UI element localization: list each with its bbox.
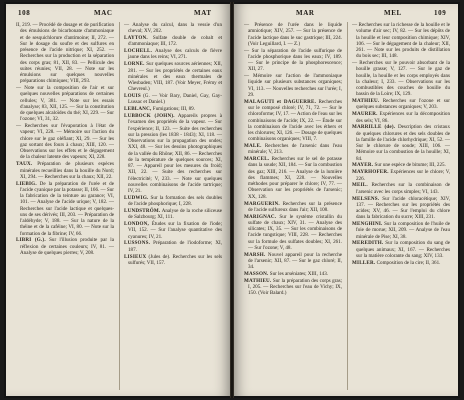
index-entry <box>352 98 450 111</box>
entry-text: Recherches de l'arsenic dans l'eau minérale; V, 213. <box>248 143 342 156</box>
entry-author: LUSSONS. <box>124 240 151 247</box>
entry-author: LUNDSTRÖM. <box>124 208 161 214</box>
index-entry <box>352 22 450 60</box>
index-entry <box>124 113 222 194</box>
entry-text: Sur les arséniates; XIII, 143. <box>269 271 329 278</box>
left-page <box>6 4 230 396</box>
column-divider <box>347 22 348 390</box>
entry-author: MARCEL. <box>244 156 270 163</box>
entry-text: — Note sur la composition de l'air et sur quelques nouvelles préparations de certaines cellules; V, 381. — Note sur les essais d'analyse; 83, XII, 125. — Sur la constitution de quelques alcaloïdes du thé; XI, 229. — Sur l'ozone; VI, 31, 32. <box>16 85 114 123</box>
left-page-header <box>6 9 230 19</box>
column-divider <box>119 22 120 390</box>
index-entry <box>352 124 450 162</box>
index-entry <box>244 201 342 214</box>
entry-text: — Analyse du calcul, dans la vessie d'un cheval; XV, 202. <box>124 22 222 35</box>
entry-author: MEIL. <box>352 182 368 189</box>
entry-author: MATHIEU. <box>244 277 272 284</box>
index-entry <box>352 221 450 240</box>
index-entry <box>16 237 114 256</box>
entry-text: Recherches sur le sel de potasse dans la soude; XII, 184. — Sur la combustion des gaz; XIII, 216. — Analyse de la lumière des flammes; XI, 228. — Nouvelles méthodes pour préparer le chlore; IV, 77. — Observation sur les propriétés de l'arsenic; XX, 128. <box>248 156 342 200</box>
index-entry <box>244 271 342 277</box>
left-page-columns <box>16 22 222 390</box>
index-entry <box>244 156 342 200</box>
entry-text: Sur une espèce de bitume; III, 225. <box>374 162 446 169</box>
entry-author: LOCHELL. <box>124 48 153 55</box>
right-page-header <box>234 9 458 19</box>
entry-text: — Présence de l'urée dans le liquide amniotique; XIV, 257. — Sur la présence de l'acide lactique dans le suc gastrique; III, 224. (Voir Leguillard, I. — Z.) <box>244 22 342 47</box>
right-page <box>234 4 458 396</box>
entry-author: LEBLANC, <box>124 106 152 113</box>
entry-text: Études sur la fixation de l'iode; VII, 152. — Sur l'analyse quantitative des cyanures; IV, 21. <box>128 221 222 240</box>
index-entry <box>244 22 342 47</box>
entry-text: Expériences sur le chlore; V, 226. <box>356 169 450 182</box>
entry-text: Recherches sur le composé chloré; IV, 71, 72. — Sur le chloroforme; IV, 17. — Action de l'eau sur les combinaisons de l'acide; IX, 22. — Étude sur la combinaison de l'acide avec les éthers et les chlorures; XI, 126. — Dosage de quelques combinaisons organiques; VIII, 7. <box>248 98 342 143</box>
index-entry <box>352 182 450 195</box>
entry-author: MELSENS. <box>352 195 380 202</box>
entry-author: LAYTON. <box>124 35 148 42</box>
right-page-columns <box>244 22 450 390</box>
entry-text: Description des cristaux de quelques chlorures et des sels doubles de la famille de l'acide chlorhydrique; XI, 52. — Sur le chlorure de soude; XIII, 106. — Mémoire sur la combustion de la houille; XI, 84. <box>356 124 450 162</box>
entry-text: — Mémoire sur l'action de l'ammoniaque liquide sur plusieurs substances organiques; VI, 113. — Nouvelles recherches sur l'urée; I, 29. <box>244 73 342 98</box>
entry-text: — Recherches sur la richesse de la houille et le volume d'air sec; IV, 82. — Sur les dépôts de la houille et leur composition chimique; XIV, 106. — Sur le dégagement de la chaleur; XII, 261. — Note sur les produits de distillation du bois sec; III, 148. <box>352 22 450 60</box>
entry-text: Sur la préparation des corps gras; I, 205. — Recherches sur l'eau de Vichy; IX, 150. (Voir Balard.) <box>248 277 342 297</box>
index-entry <box>16 123 114 161</box>
entry-text: Recherches sur la présence de l'acide sulfureux dans l'air; XII, 108. <box>248 200 342 213</box>
entry-text: Appareils propres à l'examen des propriétés de la vapeur. — Sur l'expérience; II, 123. — Suite des recherches sur la pression (les 1838 - 1843); XI, 118. — Observations sur la propagation des ondes; XXI, 48. — Sur les dessins photographiques de la vallée du Rhône; XII, 86. — Recherches de la température de quelques sources; XI, 87. — Appareil pour les mesures du froid; XII, 22. — Suite des recherches sur l'électricité; V, 233. — Note sur quelques nouvelles combinaisons de l'acide tartrique; IV, 21. <box>128 113 222 195</box>
entry-author: MENGHINI. <box>352 221 383 228</box>
index-entry <box>244 278 342 297</box>
index-entry <box>124 93 222 106</box>
index-entry <box>352 169 450 182</box>
entry-text: (Jules de). Recherches sur les sels sulfurés; VII, 157. <box>128 253 222 266</box>
entry-text: Sur le système cristallin du sulfate de chaux; XIV, 31. — Analyse des silicates; IX, 35. — Sur les combinaisons de l'acide tungstique; VIII, 228. — Recherches sur la formule des sulfates doubles; XI, 261. — Sur l'ozone; V, 48. <box>248 213 342 251</box>
index-entry <box>124 208 222 221</box>
entry-author: MAYRHOFER. <box>352 169 389 176</box>
entry-author: MARRILLE (de). <box>352 124 396 131</box>
entry-text: Fumigations; III, 89. <box>152 106 195 113</box>
index-entry <box>16 181 114 237</box>
entry-author: LIEBIG. <box>16 180 37 187</box>
left-column-1 <box>16 22 114 390</box>
running-head-left: MAR <box>296 9 315 17</box>
entry-author: LIBRI (G.). <box>16 237 46 244</box>
entry-text: Composition de la cire; II, 361. <box>376 259 441 266</box>
index-entry <box>244 143 342 156</box>
entry-text: Sur l'acide chloracétique; XIV, 137. — Recherches sur les propriétés des acides; XV, 46. — Sur l'emploi du chlore dans la fabrication du sucre; XIII, 231. <box>356 195 450 221</box>
index-entry <box>352 196 450 221</box>
entry-text: — Recherches sur le pouvoir absorbant de la houille grasse; V, 127. — Sur le gaz de houille, la houille et les corps employés dans la chaleur; I, 233. — Observations sur les combustibles des couches de houille du bassin de la Loire; IX, 129. <box>352 60 450 98</box>
index-entry <box>124 240 222 253</box>
entry-author: LISIEUX <box>124 253 147 260</box>
entry-author: MARIGNAC. <box>244 213 277 220</box>
entry-author: MARGUERIN. <box>244 200 280 207</box>
index-entry <box>352 240 450 259</box>
index-entry <box>352 162 450 168</box>
entry-author: MARSH. <box>244 251 266 258</box>
index-entry <box>352 111 450 124</box>
entry-author: LUBBOCK (JOHN). <box>124 113 175 120</box>
entry-author: MATHIEU. <box>352 98 380 105</box>
entry-text: Analyse des calculs de fièvre jaune dans les reins; VI, 271. <box>128 48 222 61</box>
entry-author: LUDWIG. <box>124 194 149 201</box>
index-entry <box>352 60 450 98</box>
entry-text: Préparation de plusieurs espèces minérales recueillies dans la houille du Nord; XI, 294. — Recherches sur la chaux; XII, 22. <box>20 161 114 180</box>
entry-text: Recherches sur l'ozone et sur quelques substances organiques; V, 203. <box>356 98 450 111</box>
entry-text: Préparation de l'iodoforme; XI, 187. <box>128 240 222 253</box>
index-entry <box>124 221 222 240</box>
entry-author: MALE. <box>244 143 262 150</box>
index-entry <box>124 22 222 35</box>
book-spread <box>4 2 460 398</box>
right-column-1 <box>244 22 342 390</box>
index-entry <box>244 48 342 73</box>
index-entry <box>244 99 342 143</box>
index-entry <box>244 252 342 271</box>
index-entry <box>352 260 450 266</box>
entry-author: MILLER. <box>352 259 376 266</box>
running-head-right: MAT <box>194 9 212 17</box>
index-entry <box>124 35 222 48</box>
index-entry <box>124 195 222 208</box>
entry-text: Sur l'illusion produite par la réflexion de certaines couleurs; IV, 81. — Analyse de quelques pierres; V, 208. <box>20 237 114 256</box>
entry-text: Nouvel appareil pour la recherche de l'arsenic; XII, 87. — Sur le gaz chloré; II, 34. <box>248 251 342 271</box>
right-column-2 <box>352 22 450 390</box>
entry-author: MAYER. <box>352 162 374 169</box>
entry-text: — Sur la séparation de l'acide sulfurique de l'acide phosphorique dans les eaux; IV, 189. — Sur le principe de la phosphorescence; XII, 27. <box>244 47 342 73</box>
entry-author: LONDON, <box>124 221 150 228</box>
entry-author: MAURER. <box>352 111 378 118</box>
index-entry <box>244 214 342 252</box>
index-entry <box>16 85 114 123</box>
entry-text: Sur la composition du sang de quelques animaux; XI, 167. — Recherches sur la matière colorante du sang; XIV, 133. <box>356 240 450 259</box>
entry-text: II, 219. — Procédé de dosage et de purification des émulsions de bicarbonate d'ammoniaque et de sesquichlorure d'antimoine; II, 272. — Sur le dosage du soufre et des sulfures en présence de l'acide nitrique; XI, 252. — Recherches sur la production et la séparation des corps gras; 81, XII, 83. — Pellicule des suites réunies; VII, 28. — Note sur les émulsions sur quelques nouvelles préparations chimiques; VIII, 293. <box>16 22 114 85</box>
index-entry <box>16 22 114 85</box>
index-entry <box>244 73 342 98</box>
entry-text: — Recherches sur l'évaporation à l'état de vapeur; VI, 228. — Mémoire sur l'action du chlore sur le gaz oléfiant; XI, 29. — Sur les gaz sortant des fours à chaux; XIII, 120. — Observations sur les effets et le dégagement de la chaleur latente des vapeurs; XI, 228. <box>16 123 114 161</box>
entry-text: Sur la composition de l'huile de foie de morue; XII, 209. — Analyse de l'eau minérale de Pise; XI, 38. <box>356 221 450 240</box>
index-entry <box>124 48 222 61</box>
index-entry <box>124 106 222 112</box>
entry-text: (G. — Voir Bary, Daniel, Gay, Gay-Lussac et Daniel.) <box>128 93 222 106</box>
running-head-left: MAC <box>94 9 113 17</box>
page-number: 109 <box>434 9 447 17</box>
entry-author: LORNE. <box>124 61 145 68</box>
entry-author: MALAGUTI et DAGUERRE. <box>244 98 317 105</box>
page-number: 108 <box>18 9 31 17</box>
entry-text: Sur quelques sources aériennes; XII, 281. — Sur les propriétés de certaines eaux minérales et des eaux thermales de Wiesbaden; VIII, 187. (Voir Meyer, Frémy et Chevreul.) <box>128 61 222 93</box>
entry-author: MASSON. <box>244 271 269 278</box>
entry-author: TAUX. <box>16 161 33 168</box>
entry-text: De la préparation de l'urée et de l'acide cyanique par la potasse; II, 166. — Sur la fabrication de la teinture au garance; VI, 101. — Analyse de l'acide urique; V, 182. — Recherches sur l'acide lactique et quelques-uns de ses dérivés; III, 203. — Préparation de l'aldéhyde; V, 188. — Sur la nature de la théine et de la caféine; VI, 80. — Note sur la formation de la fibrine; IV, 66. <box>20 180 114 237</box>
index-entry <box>16 161 114 180</box>
entry-author: LOUIS <box>124 93 141 100</box>
index-entry <box>124 254 222 267</box>
entry-author: MEREDITH. <box>352 240 384 247</box>
entry-text: Recherches sur la combinaison de l'arsenic avec les corps simples; VI, 143. <box>356 182 450 195</box>
entry-text: Sulfate double de cobalt et d'ammoniaque; III, 172. <box>128 35 222 48</box>
entry-text: Expériences sur la décomposition des sels; VI, 86. <box>356 111 450 124</box>
entry-text: Sur la formation des sels doubles de l'acide phosphorique; I, 228. <box>128 194 222 208</box>
index-entry <box>124 61 222 92</box>
running-head-right: MEL <box>384 9 402 17</box>
entry-text: Analyse de la roche siliceuse de Salzbourg; XI, 111. <box>128 208 222 221</box>
left-column-2 <box>124 22 222 390</box>
